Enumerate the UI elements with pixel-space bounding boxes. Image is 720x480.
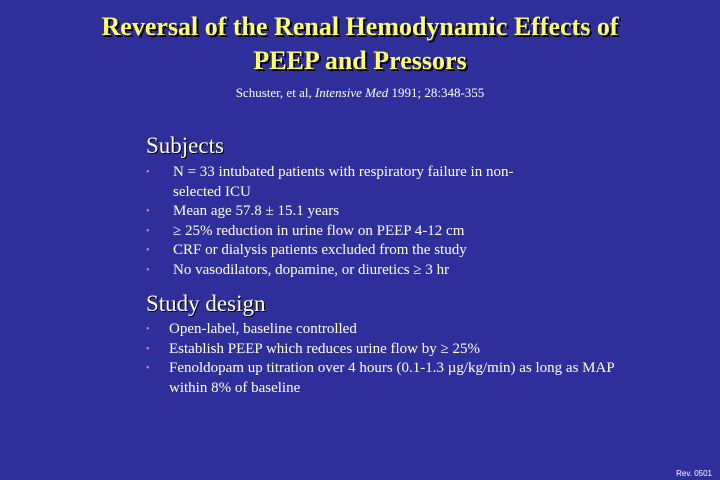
list-item: [146, 163, 533, 202]
subjects-list: [146, 163, 533, 280]
bullet-icon: •: [146, 264, 150, 276]
list-item-text: N = 33 intubated patients with respiratory failure in non-selected ICU: [173, 164, 514, 200]
bullet-icon: •: [146, 324, 150, 335]
list-item: [146, 261, 533, 281]
title-line-2: PEEP and Pressors: [253, 46, 467, 75]
list-item-text: Mean age 57.8 ± 15.1 years: [173, 203, 340, 219]
list-item: [146, 241, 533, 261]
bullet-icon: •: [146, 225, 150, 237]
citation-journal: Intensive Med: [314, 85, 389, 100]
list-item: [146, 340, 629, 360]
list-item: [146, 359, 629, 398]
list-item-text: Establish PEEP which reduces urine flow by ≥ 25%: [169, 340, 480, 357]
citation: [0, 85, 720, 101]
list-item-text: CRF or dialysis patients excluded from the study: [173, 242, 467, 258]
list-item: [146, 320, 629, 340]
bullet-icon: •: [146, 245, 150, 256]
list-item: [146, 202, 533, 222]
subjects-heading: Subjects: [146, 133, 224, 158]
bullet-icon: •: [146, 167, 150, 178]
list-item-text: ≥ 25% reduction in urine flow on PEEP 4-12 cm: [173, 222, 465, 239]
citation-details: 1991; 28:348-355: [388, 85, 485, 100]
slide-title: [0, 10, 720, 78]
title-line-1: Reversal of the Renal Hemodynamic Effects of: [101, 12, 619, 41]
bullet-icon: •: [146, 363, 150, 374]
citation-authors: Schuster, et al,: [235, 85, 315, 100]
list-item: [146, 222, 533, 242]
study-design-heading: Study design: [146, 291, 266, 316]
list-item-text: No vasodilators, dopamine, or diuretics ≥ 3 hr: [173, 261, 450, 278]
bullet-icon: •: [146, 206, 150, 217]
bullet-icon: •: [146, 343, 150, 355]
revision-label: Rev. 0501: [676, 469, 712, 478]
study-design-list: [146, 320, 629, 398]
list-item-text: Open-label, baseline controlled: [169, 321, 357, 337]
list-item-text: Fenoldopam up titration over 4 hours (0.1-1.3 µg/kg/min) as long as MAP within 8% of baseline: [169, 360, 615, 396]
